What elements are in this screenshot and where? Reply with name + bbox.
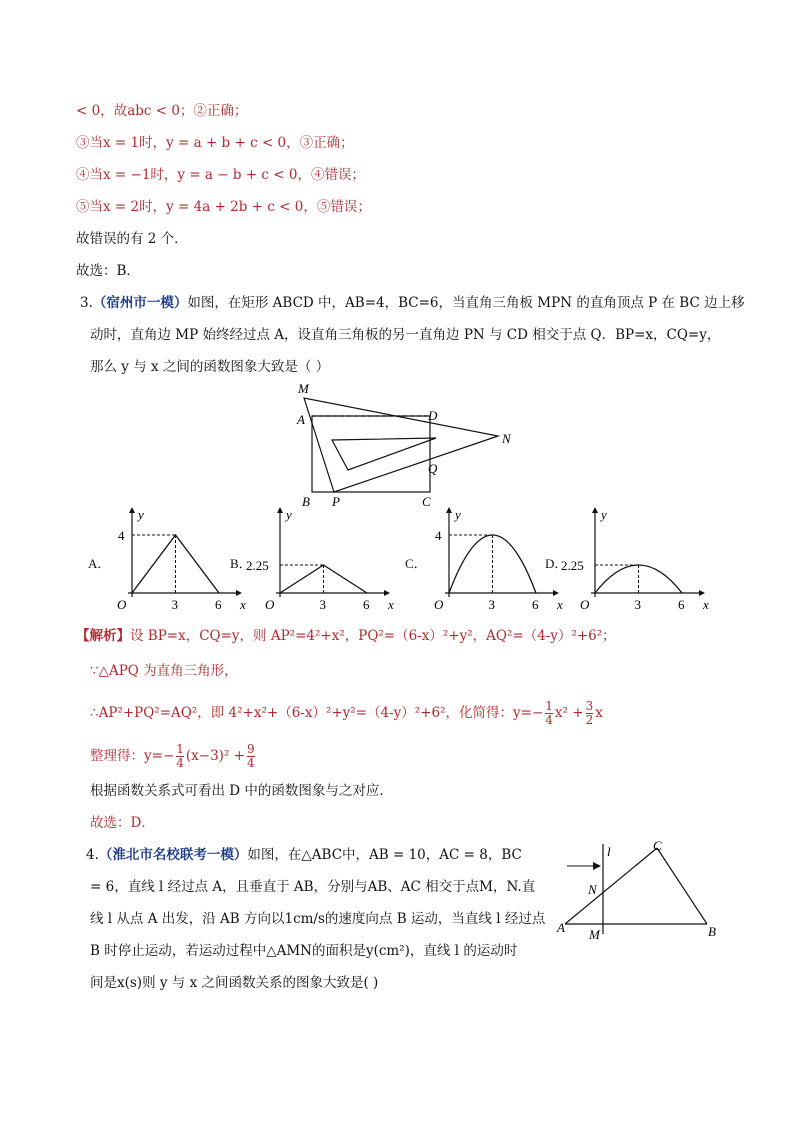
question-3-line-1 [80, 294, 745, 312]
svg-text:B: B [708, 924, 716, 939]
solution-line-2: ∵△APQ 为直角三角形， [90, 663, 238, 679]
question-4-line-5: 间是x(s)则 y 与 x 之间函数关系的图象大致是( ) [90, 975, 379, 991]
option-letter: A． [88, 556, 111, 571]
svg-text:M: M [589, 927, 600, 942]
x-tick-label-6: 6 [215, 597, 222, 612]
svg-text:A: A [557, 920, 565, 935]
prev-line-4: ⑤当x = 2时，y = 4a + 2b + c < 0，⑤错误； [76, 199, 371, 215]
x-axis-label: x [703, 597, 709, 612]
prev-line-5: 故错误的有 2 个． [76, 231, 188, 247]
solution-line-5: 根据函数关系式可看出 D 中的函数图象与之对应． [90, 783, 393, 799]
function-curve [595, 565, 682, 593]
x-axis-arrow-icon [553, 590, 559, 596]
y-axis-label: y [138, 507, 144, 522]
option-graph [246, 505, 408, 615]
question-4-line-1: 4.（淮北市名校联考一模）如图，在△ABC中，AB = 10，AC = 8，BC [86, 847, 522, 863]
x-axis-label: x [388, 597, 394, 612]
solution-line-6: 故选：D． [90, 815, 155, 831]
y-axis-label: y [455, 507, 461, 522]
y-axis-label: y [601, 507, 607, 522]
question-4-line-2: = 6，直线 l 经过点 A，且垂直于 AB，分别与AB、AC 相交于点M，N.直 [90, 879, 536, 895]
question-3-line-3: 那么 y 与 x 之间的函数图象大致是（ ） [90, 359, 330, 375]
svg-text:N: N [502, 431, 511, 446]
origin-label: O [265, 597, 275, 612]
option-letter: C． [405, 556, 427, 571]
svg-text:C: C [422, 494, 431, 509]
option-graph [561, 505, 723, 615]
origin-label: O [580, 597, 590, 612]
triangle-mpn-inner [332, 438, 436, 470]
solution-line-1: 【解析】设 BP=x，CQ=y，则 AP²=4²+x²，PQ²=（6-x）²+y²，AQ²=（4-y）²+6²； [76, 628, 616, 644]
prev-line-6: 故选：B． [76, 263, 140, 279]
solution-line-3: ∴AP²+PQ²=AQ²，即 4²+x²+（6-x）²+y²=（4-y）²+6²，化简得：y=− $\frac{1}{4}$ x² + $\frac{3}{2}$ x [90, 699, 603, 727]
y-tick-label: 4 [118, 528, 125, 543]
x-tick-label-6: 6 [363, 597, 370, 612]
y-tick-label: 4 [435, 528, 442, 543]
prev-line-3: ④当x = −1时，y = a − b + c < 0，④错误； [76, 167, 365, 183]
arrow-right-icon [593, 862, 601, 870]
origin-label: O [117, 597, 127, 612]
x-axis-arrow-icon [384, 590, 390, 596]
question-source: （宿州市一模） [92, 295, 188, 311]
x-tick-label-6: 6 [678, 597, 685, 612]
svg-text:P: P [332, 494, 340, 509]
function-curve [280, 565, 367, 593]
x-tick-label-3: 3 [171, 597, 178, 612]
svg-text:A: A [297, 412, 305, 427]
function-curve [449, 535, 536, 593]
triangle-abc-figure [555, 832, 730, 947]
prev-line-1: < 0，故abc < 0；②正确； [76, 103, 248, 119]
question-4-line-3: 线 l 从点 A 出发，沿 AB 方向以1cm/s的速度向点 B 运动，当直线 l 经过点 [90, 911, 546, 927]
prev-line-2: ③当x = 1时，y = a + b + c < 0，③正确； [76, 135, 354, 151]
question-4-line-4: B 时停止运动，若运动过程中△AMN的面积是y(cm²)，直线 l 的运动时 [90, 943, 518, 959]
svg-text:N: N [588, 882, 597, 897]
solution-line-4: 整理得：y=− $\frac{1}{4}$ (x−3)² + $\frac{9}{4}$ [90, 742, 255, 770]
function-curve [132, 535, 219, 593]
triangle-mpn-outer [304, 398, 498, 492]
svg-text:B: B [302, 494, 310, 509]
rectangle-triangle-figure [290, 378, 520, 513]
y-tick-label: 2.25 [246, 558, 269, 573]
y-axis-arrow-icon [592, 507, 598, 513]
question-3-line-2: 动时，直角边 MP 始终经过点 A，设直角三角板的另一直角边 PN 与 CD 相交于点 Q．BP=x，CQ=y， [90, 327, 721, 343]
svg-text:M: M [298, 381, 309, 396]
origin-label: O [434, 597, 444, 612]
question-text: 如图，在矩形 ABCD 中，AB=4，BC=6，当直角三角板 MPN 的直角顶点 P 在 BC 边上移 [187, 295, 745, 311]
y-axis-arrow-icon [277, 507, 283, 513]
x-tick-label-3: 3 [319, 597, 326, 612]
y-axis-arrow-icon [446, 507, 452, 513]
x-tick-label-6: 6 [532, 597, 539, 612]
x-axis-label: x [240, 597, 246, 612]
rectangle-abcd [312, 416, 430, 492]
svg-text:C: C [653, 838, 662, 853]
svg-text:D: D [428, 408, 438, 423]
x-axis-arrow-icon [236, 590, 242, 596]
y-axis-arrow-icon [129, 507, 135, 513]
x-axis-label: x [557, 597, 563, 612]
svg-text:l: l [607, 844, 611, 859]
option-letter: D． [545, 556, 568, 571]
svg-text:Q: Q [428, 461, 438, 476]
x-axis-arrow-icon [699, 590, 705, 596]
x-tick-label-3: 3 [634, 597, 641, 612]
y-tick-label: 2.25 [561, 558, 584, 573]
x-tick-label-3: 3 [488, 597, 495, 612]
question-number: 3. [80, 295, 93, 311]
solution-head: 【解析】 [76, 628, 130, 644]
option-letter: B． [230, 556, 252, 571]
y-axis-label: y [286, 507, 292, 522]
